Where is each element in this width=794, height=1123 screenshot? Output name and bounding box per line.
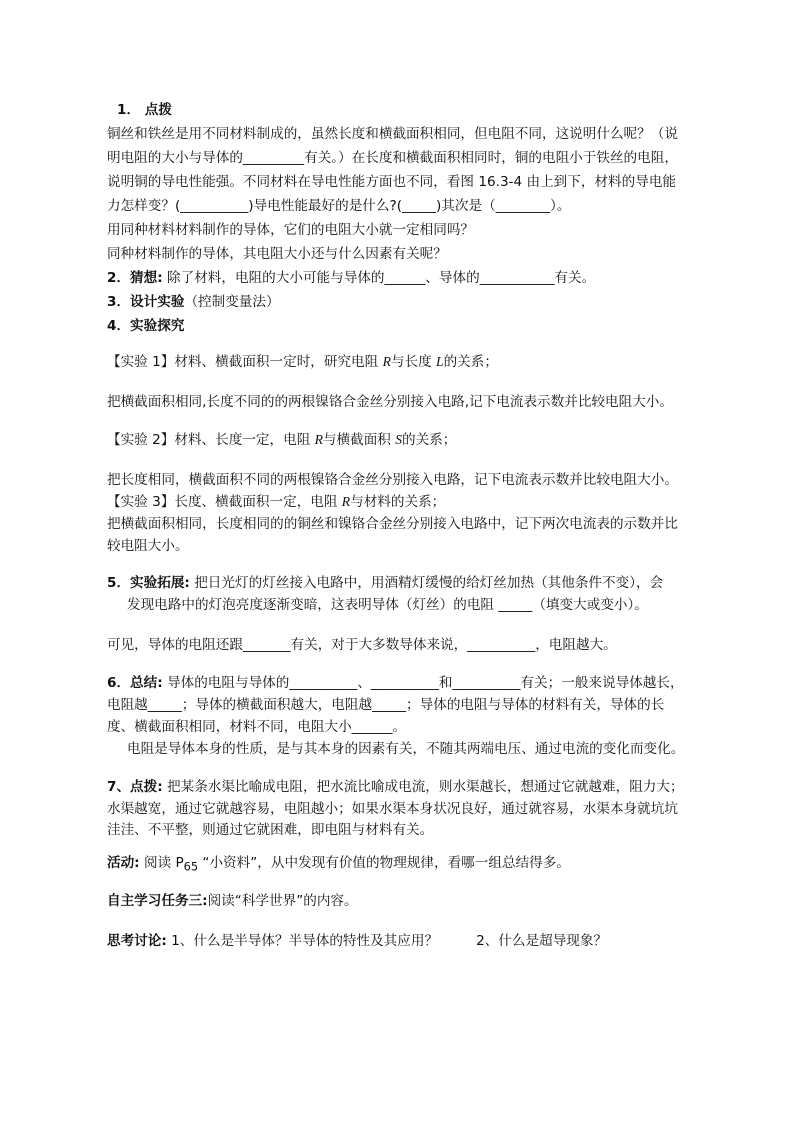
activity-text: “小资料”，从中发现有价值的物理规律，看哪一组总结得多。 xyxy=(198,855,570,871)
task-3 xyxy=(107,892,358,910)
discussion-question-1: 1、什么是半导体？半导体的特性及其应用？ xyxy=(166,933,439,949)
paragraph-line: 用同种材料材料制作的导体，它们的电阻大小就一定相同吗？ xyxy=(107,222,475,238)
experiment-text: 【实验 3】长度、横截面积一定，电阻 xyxy=(107,494,342,510)
paragraph-line: 说明铜的导电性能强。不同材料在导电性能方面也不同，看图 16.3-4 由上到下，材料的导电能 xyxy=(107,174,677,190)
activity xyxy=(107,854,570,876)
paragraph-line: 度、横截面积相同，材料不同，电阻大小______。 xyxy=(107,719,407,735)
experiment-text: 与长度 xyxy=(390,354,436,370)
experiment-2 xyxy=(107,431,456,449)
section-3 xyxy=(107,293,280,311)
heading-5: 5．实验拓展: xyxy=(107,575,190,591)
heading-2: 2．猜想: xyxy=(107,270,163,286)
experiment-text: 的关系； xyxy=(402,432,457,448)
experiment-text: 【实验 1】材料、横截面积一定时，研究电阻 xyxy=(107,354,383,370)
experiment-text: 的关系； xyxy=(443,354,498,370)
task-heading: 自主学习任务三: xyxy=(107,893,208,909)
paragraph-line: 明电阻的大小与导体的_________有关。）在长度和横截面积相同时，铜的电阻小于铁丝的电阻， xyxy=(107,150,678,166)
section-5 xyxy=(107,574,663,592)
experiment-text: 与横截面积 xyxy=(322,432,396,448)
experiment-1 xyxy=(107,353,498,371)
paragraph-line: 同种材料制作的导体，其电阻大小还与什么因素有关呢？ xyxy=(107,246,447,262)
paragraph-line: 洼洼、不平整，则通过它就困难，即电阻与材料有关。 xyxy=(107,822,434,838)
heading-3: 3．设计实验 xyxy=(107,294,185,310)
symbol-r: R xyxy=(341,494,351,509)
activity-text: 阅读 P xyxy=(139,855,184,871)
page-subscript: 65 xyxy=(183,859,199,874)
section-2 xyxy=(107,269,595,287)
experiment-3 xyxy=(107,493,445,511)
heading-4: 4．实验探究 xyxy=(107,318,185,334)
heading-7: 7、点拨: xyxy=(107,779,163,795)
paragraph-line: 把横截面积相同,长度不同的的两根镍铬合金丝分别接入电路,记下电流表示数并比较电阻大小。 xyxy=(107,394,673,410)
paragraph-line: 电阻越_____；导体的横截面积越大，电阻越_____；导体的电阻与导体的材料有关，导体的长 xyxy=(107,697,665,713)
paragraph-line: 水渠越宽，通过它就越容易，电阻越小；如果水渠本身状况良好，通过就容易，水渠本身就坑坑 xyxy=(107,801,678,817)
symbol-s: S xyxy=(395,432,403,447)
section-text: （控制变量法） xyxy=(184,294,280,310)
activity-heading: 活动: xyxy=(107,855,140,871)
paragraph-line: 较电阻大小。 xyxy=(107,538,189,554)
discussion-question-2: 2、什么是超导现象？ xyxy=(476,933,608,949)
paragraph-line: 铜丝和铁丝是用不同材料制成的，虽然长度和横截面积相同，但电阻不同，这说明什么呢？（说 xyxy=(107,126,678,142)
section-text: 除了材料，电阻的大小可能与导体的______、导体的___________有关。 xyxy=(162,270,596,286)
paragraph-line: 可见，导体的电阻还跟_______有关，对于大多数导体来说，__________，电阻越大。 xyxy=(107,637,617,653)
section-text: 导体的电阻与导体的__________、__________和__________有关；一般来说导体越长， xyxy=(162,675,684,691)
symbol-l: L xyxy=(436,354,444,369)
section-7 xyxy=(107,778,684,796)
experiment-text: 与材料的关系； xyxy=(350,494,446,510)
symbol-r: R xyxy=(314,432,323,447)
task-text: 阅读“科学世界”的内容。 xyxy=(207,893,358,909)
discussion xyxy=(107,932,607,950)
paragraph-line: 力怎样变？(__________)导电性能最好的是什么?(_____)其次是（________）。 xyxy=(107,198,571,214)
section-text: 把某条水渠比喻成电阻，把水流比喻成电流，则水渠越长，想通过它就越难，阻力大； xyxy=(162,779,684,795)
discussion-heading: 思考讨论: xyxy=(107,933,167,949)
paragraph-line: 电阻是导体本身的性质，是与其本身的因素有关，不随其两端电压、通过电流的变化而变化。 xyxy=(127,741,685,757)
symbol-r: R xyxy=(382,354,391,369)
heading-1: 1． 点拨 xyxy=(117,102,172,118)
section-6 xyxy=(107,674,684,692)
paragraph-line: 把长度相同，横截面积不同的两根镍铬合金丝分别接入电路，记下电流表示数并比较电阻大小。 xyxy=(107,472,678,488)
section-text: 把日光灯的灯丝接入电路中，用酒精灯缓慢的给灯丝加热（其他条件不变），会 xyxy=(189,575,664,591)
heading-6: 6．总结: xyxy=(107,675,163,691)
paragraph-line: 把横截面积相同，长度相同的的铜丝和镍铬合金丝分别接入电路中，记下两次电流表的示数并比 xyxy=(107,516,678,532)
experiment-text: 【实验 2】材料、长度一定，电阻 xyxy=(107,432,315,448)
paragraph-line: 发现电路中的灯泡亮度逐渐变暗，这表明导体（灯丝）的电阻 _____（填变大或变小）。 xyxy=(127,597,648,613)
